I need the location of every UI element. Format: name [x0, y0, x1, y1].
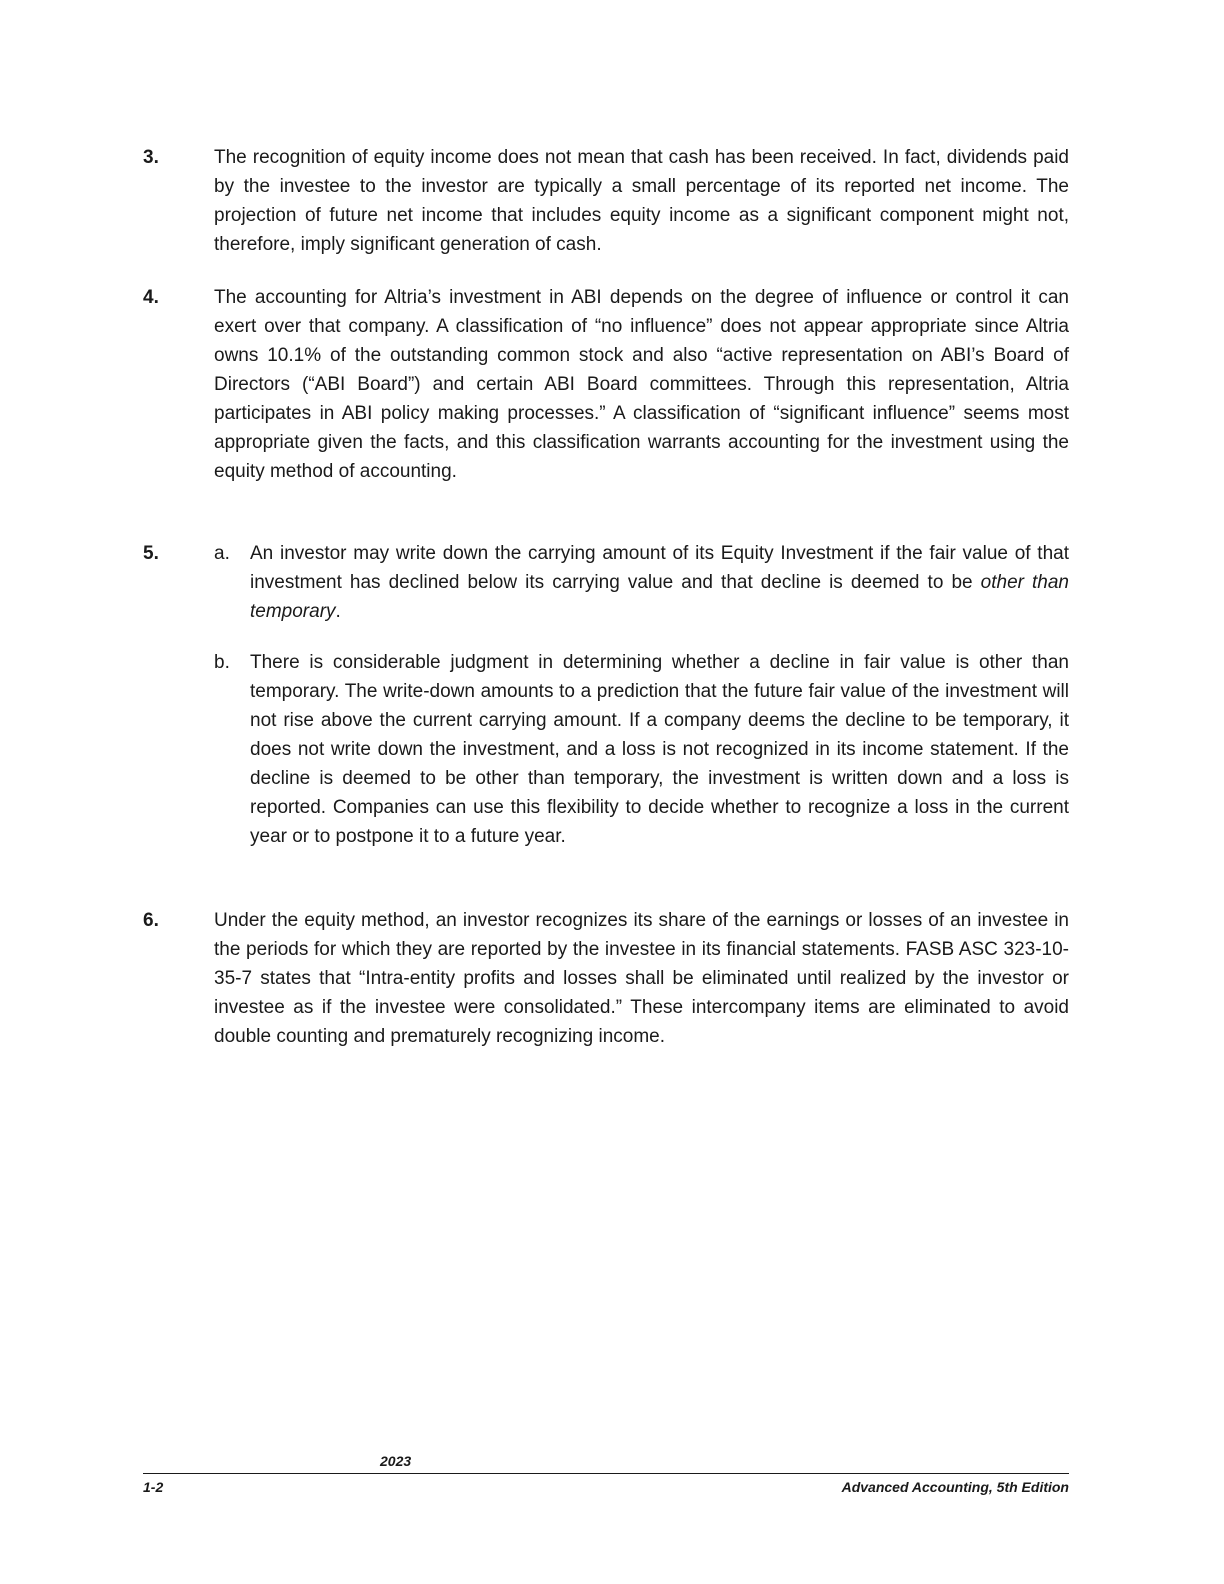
sub-item-emphasis: other than temporary — [250, 572, 1069, 622]
item-number: 5. — [143, 543, 159, 564]
item-number: 6. — [143, 910, 159, 931]
sub-item-text: An investor may write down the carrying amount of its Equity Investment if the fair value of that investment has declined below its carrying value and that decline is deemed to be — [250, 543, 1069, 593]
sub-item-text-end: . — [335, 601, 341, 622]
answer-item-6 — [143, 906, 1069, 1051]
answer-item-4 — [143, 283, 1069, 486]
item-number: 3. — [143, 147, 159, 168]
sub-item-text: There is considerable judgment in determining whether a decline in fair value is other than temporary. The write-down amounts to a prediction that the future fair value of the investment will not rise above the current carrying amount. If a company deems the decline to be temporary, it does not write down the investment, and a loss is not recognized in its income statement. If the decline is deemed to be other than temporary, the investment is written down and a loss is reported. Companies can use this flexibility to decide whether to recognize a loss in the current year or to postpone it to a future year. — [250, 652, 1069, 847]
footer-divider — [143, 1473, 1069, 1474]
sub-item-a — [214, 539, 1069, 626]
sub-item-b — [214, 648, 1069, 851]
answer-item-5 — [143, 539, 1069, 851]
footer-page-number: 1-2 — [143, 1479, 164, 1495]
answer-item-3 — [143, 143, 1069, 259]
footer-book-title: Advanced Accounting, 5th Edition — [841, 1479, 1069, 1495]
item-text: The accounting for Altria’s investment in ABI depends on the degree of influence or control it can exert over that company. A classification of “no influence” does not appear appropriate since Altria owns 10.1% of the outstanding common stock and also “active representation on ABI’s Board of Directors (“ABI Board”) and certain ABI Board committees. Through this representation, Altria participates in ABI policy making processes.” A classification of “significant influence” seems most appropriate given the facts, and this classification warrants accounting for the investment using the equity method of accounting. — [214, 287, 1069, 482]
item-text: The recognition of equity income does not mean that cash has been received. In fact, dividends paid by the investee to the investor are typically a small percentage of its reported net income. The projection of future net income that includes equity income as a significant component might not, therefore, imply significant generation of cash. — [214, 147, 1069, 255]
item-text: Under the equity method, an investor recognizes its share of the earnings or losses of an investee in the periods for which they are reported by the investee in its financial statements. FASB ASC 323-10-35-7 states that “Intra-entity profits and losses shall be eliminated until realized by the investor or investee as if the investee were consolidated.” These intercompany items are eliminated to avoid double counting and prematurely recognizing income. — [214, 910, 1069, 1047]
sub-item-letter: a. — [214, 543, 230, 564]
sub-item-letter: b. — [214, 652, 230, 673]
footer-year: 2023 — [380, 1453, 412, 1469]
item-number: 4. — [143, 287, 159, 308]
